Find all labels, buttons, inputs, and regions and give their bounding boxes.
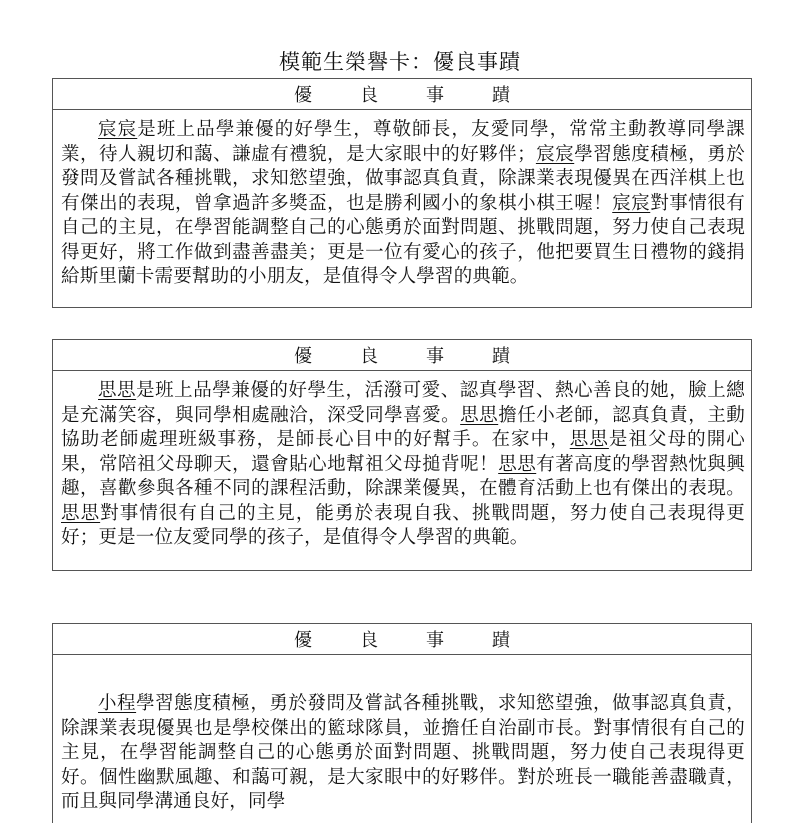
student-name: 思思 [569,429,609,450]
header-char: 事 [426,630,444,651]
header-char: 蹟 [492,85,510,106]
header-char: 事 [426,85,444,106]
paragraph-text: 對事情很有自己的主見，在學習能調整自己的心態勇於面對問題、挑戰問題，努力使自己表現得更好，將工作做到盡善盡美；更是一位有愛心的孩子，他把要買生日禮物的錢捐給斯里蘭卡需要幫助的小朋友，是值得令人學習的典範。 [61,192,745,287]
paragraph-text: 有著高度的學習熱忱與興趣，喜歡參與各種不同的課程活動，除課業優異，在體育活動上也有傑出的表現。 [61,453,746,499]
student-name: 思思 [98,380,137,401]
paragraph-text: 是班上品學兼優的好學生，尊敬師長，友愛同學，常常主動教導同學課業，待人親切和藹、謙虛有禮貌，是大家眼中的好夥伴； [61,119,746,165]
header-char: 事 [426,346,444,367]
card-body [53,110,751,290]
student-name: 宸宸 [612,192,651,214]
header-char: 優 [294,630,312,651]
paragraph-text: 學習態度積極，勇於發問及嘗試各種挑戰，求知慾望強，做事認真負責，除課業表現優異在西洋棋上也有傑出的表現，曾拿過許多獎盃，也是勝利國小的象棋小棋王喔！ [61,143,745,214]
header-char: 良 [360,85,378,106]
student-name: 思思 [498,453,537,475]
card-header [53,340,751,371]
student-name: 思思 [61,502,101,524]
header-char: 良 [360,346,378,367]
paragraph-text: 是祖父母的開心果，常陪祖父母聊天，還會貼心地幫祖父母搥背呢！ [61,429,745,475]
card-header [53,624,751,655]
merit-card [52,78,752,308]
merit-card [52,339,752,571]
paragraph-text: 對事情很有自己的主見，能勇於表現自我、挑戰問題，努力使自己表現得更好；更是一位友愛同學的孩子，是值得令人學習的典範。 [61,502,745,548]
card-header [53,79,751,110]
student-name: 宸宸 [535,143,575,165]
paragraph-text: 擔任小老師，認真負責，主動協助老師處理班級事務，是師長心目中的好幫手。在家中， [61,404,746,450]
paragraph-text: 學習態度積極，勇於發問及嘗試各種挑戰，求知慾望強，做事認真負責，除課業表現優異也是學校傑出的籃球隊員，並擔任自治副市長。對事情很有自己的主見，在學習能調整自己的心態勇於面對問題、挑戰問題，努力使自己表現得更好。個性幽默風趣、和藹可親，是大家眼中的好夥伴。對於班長一職能善盡職責，而且與同學溝通良好，同學 [61,693,746,812]
student-name: 小程 [98,693,137,714]
header-char: 蹟 [492,346,510,367]
header-char: 良 [360,630,378,651]
header-char: 優 [294,85,312,106]
header-char: 優 [294,346,312,367]
card-body [53,655,751,815]
header-char: 蹟 [492,630,510,651]
student-name: 宸宸 [98,119,138,140]
student-name: 思思 [460,404,499,426]
card-body [53,371,751,551]
page-title: 模範生榮譽卡：優良事蹟 [279,50,521,74]
merit-card [52,623,752,823]
paragraph-text: 是班上品學兼優的好學生，活潑可愛、認真學習、熱心善良的她，臉上總是充滿笑容，與同學相處融洽，深受同學喜愛。 [61,380,746,426]
